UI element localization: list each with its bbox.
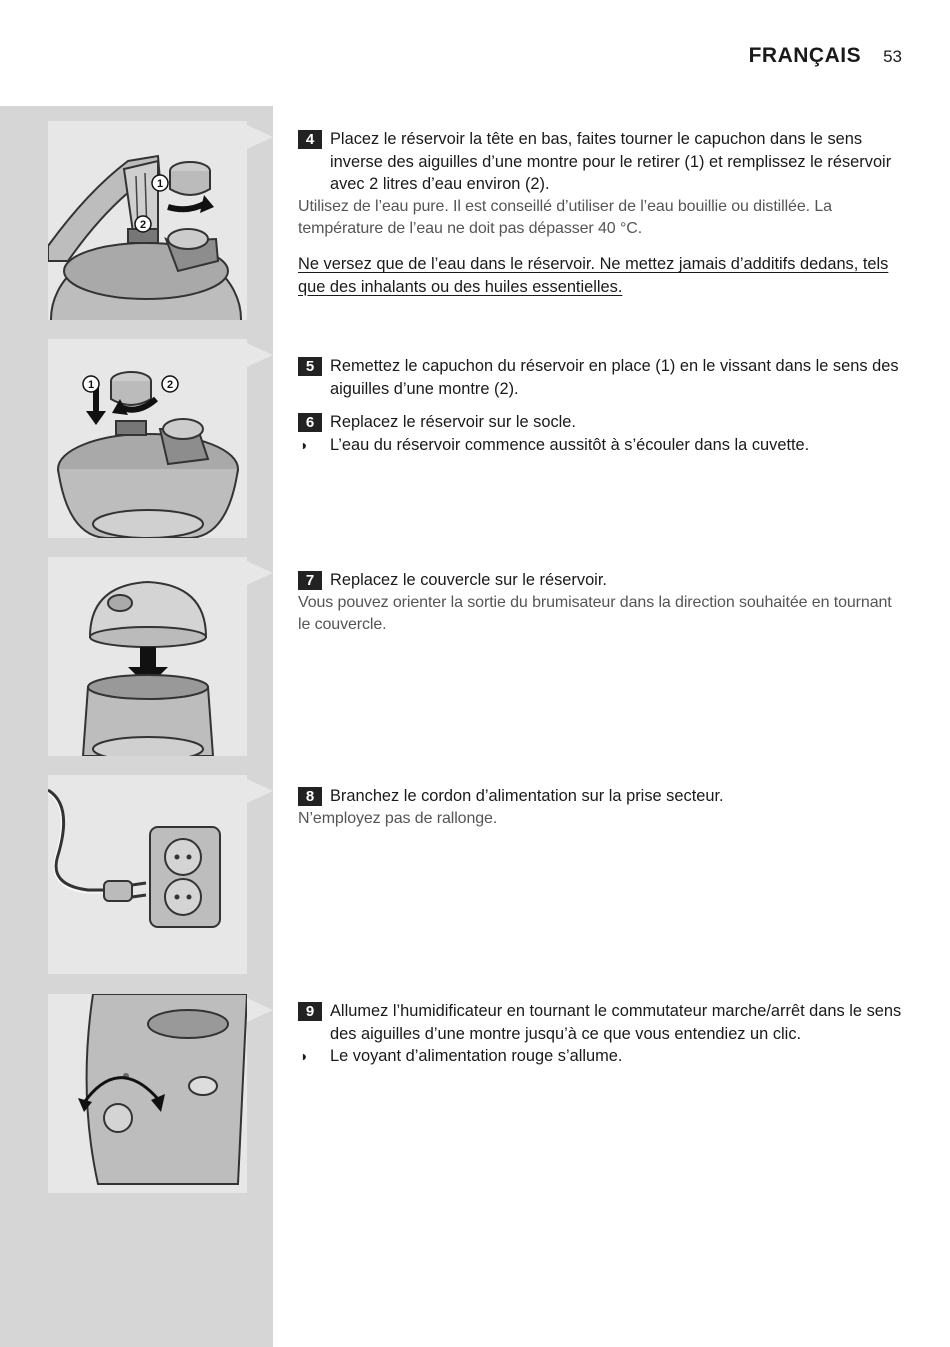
step-text: Replacez le couvercle sur le réservoir. [330,571,607,589]
callout-2: 2 [139,219,147,231]
step-5-6-block [298,355,908,456]
page-header [749,44,902,68]
illustration-place-lid [48,557,247,756]
pointer-arrow [247,998,273,1022]
bullet-icon: ◗ [300,1048,309,1065]
result-bullet [298,434,908,457]
callout-2: 2 [166,379,174,391]
illustration-fill-reservoir [48,121,247,320]
bullet-icon: ◗ [300,436,309,453]
step-9 [298,1000,908,1045]
step-4 [298,128,908,196]
step-text: Replacez le réservoir sur le socle. [330,413,576,432]
step-text: Branchez le cordon d’alimentation sur la prise secteur. [330,787,724,805]
pointer-arrow [247,561,273,585]
result-text: Le voyant d’alimentation rouge s’allume. [330,1047,623,1066]
warning-text: Ne versez que de l’eau dans le réservoir. Ne mettez jamais d’additifs dedans, tels que des inhalants ou des huiles essentielles. [298,254,889,296]
step-text: Placez le réservoir la tête en bas, faites tourner le capuchon dans le sens inverse des aiguilles d’une montre pour le retirer (1) et remplissez le réservoir avec 2 litres d’eau environ (2). [330,130,892,194]
step-number: 9 [298,1002,322,1021]
language-label: FRANÇAIS [748,44,862,67]
step-text: Remettez le capuchon du réservoir en place (1) en le vissant dans le sens des aiguilles d’une montre (2). [330,357,899,398]
step-number: 7 [298,571,322,590]
pointer-arrow [247,343,273,367]
page-number: 53 [883,47,902,66]
step-note: Utilisez de l’eau pure. Il est conseillé d’utiliser de l’eau bouillie ou distillée. La température de l’eau ne doit pas dépasser 40 °C. [298,197,832,238]
result-text: L’eau du réservoir commence aussitôt à s’écouler dans la cuvette. [330,435,810,454]
pointer-arrow [247,779,273,803]
step-6 [298,411,908,434]
step-number: 6 [298,413,322,432]
pointer-arrow [247,125,273,149]
callout-1: 1 [156,178,164,190]
result-bullet [298,1045,908,1068]
step-note: N’employez pas de rallonge. [298,809,498,827]
illustration-screw-cap [48,339,247,538]
step-text: Allumez l’humidificateur en tournant le commutateur marche/arrêt dans le sens des aiguilles d’une montre jusqu’à ce que vous entendiez un clic. [330,1002,902,1043]
step-number: 4 [298,130,322,149]
step-5 [298,355,908,400]
step-note: Vous pouvez orienter la sortie du brumisateur dans la direction souhaitée en tournant le couvercle. [298,593,892,634]
step-9-block [298,1000,908,1068]
callout-1: 1 [87,379,95,391]
illustration-power-knob [48,994,247,1193]
step-8-block [298,785,908,830]
step-7 [298,569,908,592]
step-number: 8 [298,787,322,806]
illustration-plug-socket [48,775,247,974]
step-7-block [298,569,908,637]
step-4-block [298,128,908,298]
step-8 [298,785,908,808]
step-number: 5 [298,357,322,376]
